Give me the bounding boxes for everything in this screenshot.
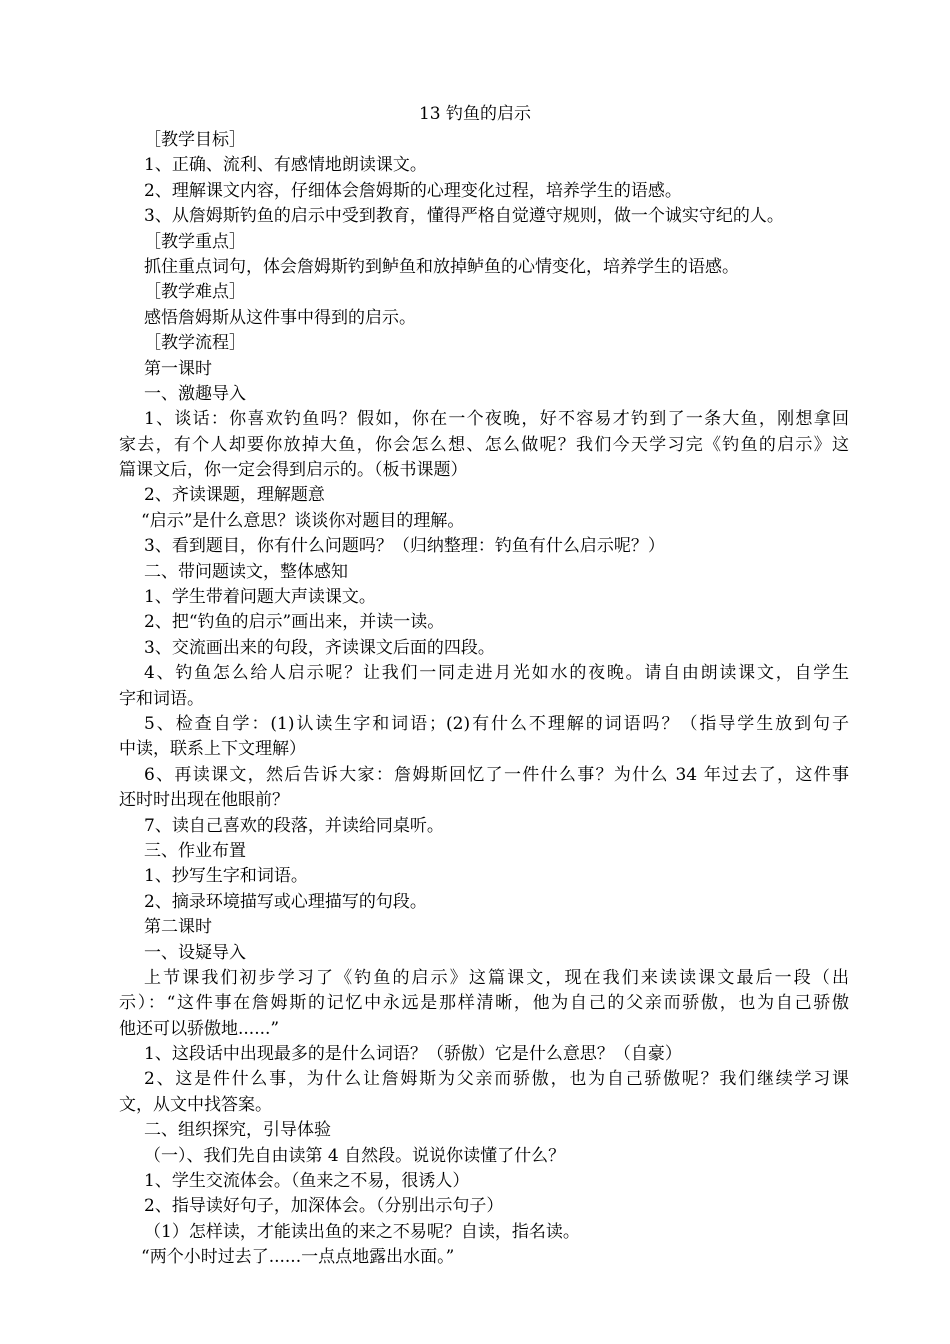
text-line: 7、读自己喜欢的段落，并读给同桌听。 xyxy=(144,815,444,836)
text-line: 1、谈话：你喜欢钓鱼吗？假如，你在一个夜晚，好不容易才钓到了一条大鱼，刚想拿回 xyxy=(144,409,849,430)
text-line: 二、带问题读文，整体感知 xyxy=(144,561,348,582)
document-title: 13 钓鱼的启示 xyxy=(418,104,532,124)
text-line: ［教学难点］ xyxy=(144,282,246,303)
text-line: 抓住重点词句，体会詹姆斯钓到鲈鱼和放掉鲈鱼的心情变化，培养学生的语感。 xyxy=(144,256,739,277)
text-line: 上节课我们初步学习了《钓鱼的启示》这篇课文，现在我们来读读课文最后一段（出 xyxy=(144,967,849,988)
text-line: 第一课时 xyxy=(144,358,212,379)
text-line: 篇课文后，你一定会得到启示的。（板书课题） xyxy=(119,460,468,481)
document-body xyxy=(119,128,849,1271)
text-line: 1、学生带着问题大声读课文。 xyxy=(144,587,376,608)
text-line: ［教学流程］ xyxy=(144,333,246,354)
text-line: 2、齐读课题，理解题意 xyxy=(144,485,325,506)
text-line: 2、摘录环境描写或心理描写的句段。 xyxy=(144,891,427,912)
text-line: 感悟詹姆斯从这件事中得到的启示。 xyxy=(144,307,416,328)
text-line: ［教学重点］ xyxy=(144,231,246,252)
text-line: “启示”是什么意思？谈谈你对题目的理解。 xyxy=(141,510,465,531)
text-line: 三、作业布置 xyxy=(144,840,246,861)
text-line: 1、正确、流利、有感情地朗读课文。 xyxy=(144,155,427,176)
text-line: 家去，有个人却要你放掉大鱼，你会怎么想、怎么做呢？我们今天学习完《钓鱼的启示》这 xyxy=(119,434,849,455)
text-line: 5、检查自学：(1)认读生字和词语；(2)有什么不理解的词语吗？（指导学生放到句子 xyxy=(144,713,849,734)
text-line: 2、理解课文内容，仔细体会詹姆斯的心理变化过程，培养学生的语感。 xyxy=(144,180,682,201)
text-line: 1、抄写生字和词语。 xyxy=(144,866,308,887)
text-line: 字和词语。 xyxy=(119,688,204,709)
text-line: 6、再读课文，然后告诉大家：詹姆斯回忆了一件什么事？为什么 34 年过去了，这件事 xyxy=(144,764,849,785)
text-line: 他还可以骄傲地......” xyxy=(119,1018,280,1039)
text-line: 2、指导读好句子，加深体会。（分别出示句子） xyxy=(144,1196,504,1217)
text-line: 二、组织探究，引导体验 xyxy=(144,1120,331,1141)
text-line: 3、从詹姆斯钓鱼的启示中受到教育，懂得严格自觉遵守规则，做一个诚实守纪的人。 xyxy=(144,206,784,227)
text-line: 2、把“钓鱼的启示”画出来，并读一读。 xyxy=(144,612,445,633)
text-line: （1）怎样读，才能读出鱼的来之不易呢？自读，指名读。 xyxy=(144,1221,580,1242)
text-line: （一）、我们先自由读第 4 自然段。说说你读懂了什么？ xyxy=(144,1145,566,1166)
text-line: 一、设疑导入 xyxy=(144,942,246,963)
text-line: 一、激趣导入 xyxy=(144,383,246,404)
text-line: 4、钓鱼怎么给人启示呢？让我们一同走进月光如水的夜晚。请自由朗读课文，自学生 xyxy=(144,663,849,684)
text-line: 1、这段话中出现最多的是什么词语？（骄傲）它是什么意思？（自豪） xyxy=(144,1044,682,1065)
text-line: 3、交流画出来的句段，齐读课文后面的四段。 xyxy=(144,637,495,658)
text-line: 第二课时 xyxy=(144,917,212,938)
text-line: 中读，联系上下文理解） xyxy=(119,739,306,760)
text-line: 文，从文中找答案。 xyxy=(119,1094,272,1115)
text-line: ［教学目标］ xyxy=(144,130,246,150)
text-line: “两个小时过去了......一点点地露出水面。” xyxy=(141,1247,455,1268)
text-line: 还时时出现在他眼前？ xyxy=(119,790,289,811)
text-line: 3、看到题目，你有什么问题吗？（归纳整理：钓鱼有什么启示呢？） xyxy=(144,536,665,557)
text-line: 示）：“这件事在詹姆斯的记忆中永远是那样清晰，他为自己的父亲而骄傲，也为自己骄傲 xyxy=(119,993,849,1014)
text-line: 2、这是件什么事，为什么让詹姆斯为父亲而骄傲，也为自己骄傲呢？我们继续学习课 xyxy=(144,1069,849,1090)
text-line: 1、学生交流体会。（鱼来之不易，很诱人） xyxy=(144,1171,470,1192)
